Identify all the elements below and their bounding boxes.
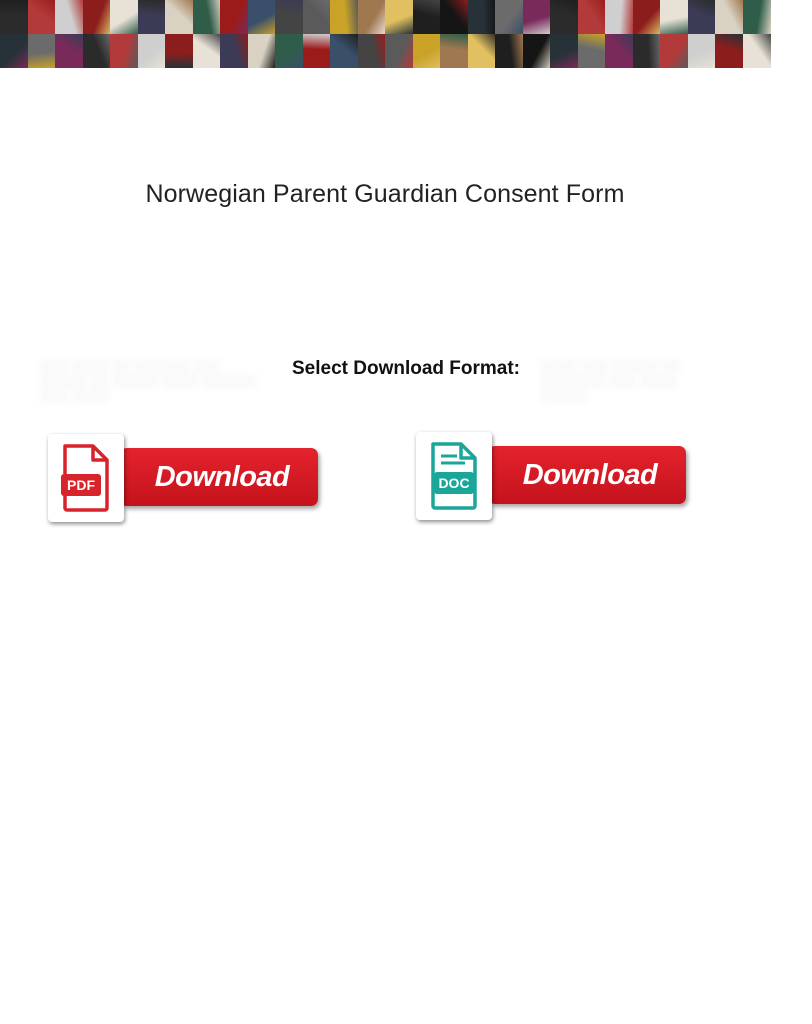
album-cover-tile (413, 0, 441, 34)
blurred-background-text: ░░░░ ░░░ ░░░░░ ░░ ░░░░░░░ ░░░ ░░░░ ░░░░░ (540, 358, 680, 403)
album-cover-tile (330, 34, 358, 68)
download-label: Download (154, 461, 290, 493)
album-cover-tile (715, 0, 743, 34)
album-cover-tile (743, 34, 771, 68)
album-cover-tile (440, 34, 468, 68)
album-cover-tile (248, 34, 276, 68)
album-cover-tile (523, 0, 551, 34)
doc-file-card (416, 432, 492, 520)
album-cover-tile (688, 0, 716, 34)
album-cover-tile (55, 0, 83, 34)
album-cover-tile (220, 0, 248, 34)
album-cover-tile (578, 0, 606, 34)
album-cover-tile (0, 34, 28, 68)
album-cover-tile (358, 0, 386, 34)
album-cover-tile (385, 34, 413, 68)
album-cover-tile (468, 34, 496, 68)
album-cover-tile (83, 34, 111, 68)
album-cover-tile (495, 34, 523, 68)
album-cover-tile (550, 0, 578, 34)
album-cover-banner (0, 0, 770, 68)
album-cover-tile (633, 0, 661, 34)
album-cover-tile (605, 0, 633, 34)
album-cover-tile (358, 34, 386, 68)
album-cover-tile (385, 0, 413, 34)
doc-format-label: DOC (438, 475, 470, 491)
album-cover-tile (468, 0, 496, 34)
album-cover-tile (743, 0, 771, 34)
album-cover-tile (110, 0, 138, 34)
album-cover-tile (275, 34, 303, 68)
album-cover-tile (220, 34, 248, 68)
album-cover-tile (83, 0, 111, 34)
album-cover-tile (440, 0, 468, 34)
album-cover-tile (578, 34, 606, 68)
album-cover-tile (633, 34, 661, 68)
album-cover-tile (248, 0, 276, 34)
album-cover-tile (165, 0, 193, 34)
album-cover-tile (303, 34, 331, 68)
album-cover-tile (495, 0, 523, 34)
download-label: Download (522, 459, 658, 491)
album-cover-tile (28, 34, 56, 68)
album-cover-tile (330, 0, 358, 34)
album-cover-tile (138, 0, 166, 34)
album-cover-tile (523, 34, 551, 68)
album-cover-tile (605, 34, 633, 68)
album-cover-tile (303, 0, 331, 34)
album-cover-tile (28, 0, 56, 34)
album-cover-tile (660, 0, 688, 34)
album-cover-tile (660, 34, 688, 68)
album-cover-tile (55, 34, 83, 68)
select-format-heading: Select Download Format: (291, 358, 521, 379)
album-cover-tile (193, 0, 221, 34)
doc-file-icon (429, 442, 479, 510)
album-cover-tile (688, 34, 716, 68)
pdf-download-button[interactable] (48, 434, 328, 526)
page-title: Norwegian Parent Guardian Consent Form (145, 180, 625, 208)
album-cover-tile (550, 34, 578, 68)
pdf-file-card (48, 434, 124, 522)
album-cover-tile (413, 34, 441, 68)
album-cover-tile (165, 34, 193, 68)
doc-download-button[interactable] (416, 432, 696, 524)
album-cover-tile (715, 34, 743, 68)
album-cover-tile (193, 34, 221, 68)
pdf-file-icon (61, 444, 111, 512)
pdf-format-label: PDF (67, 477, 95, 493)
album-cover-tile (138, 34, 166, 68)
album-cover-tile (0, 0, 28, 34)
album-cover-tile (275, 0, 303, 34)
album-cover-tile (110, 34, 138, 68)
blurred-background-text: ░░░ ░░░░ ░░ ░░░░░░ ░░░ ░░░░░ ░░ ░░░░░ ░░░░ ░░░░░░ ░░░ ░░░░ (40, 358, 258, 403)
